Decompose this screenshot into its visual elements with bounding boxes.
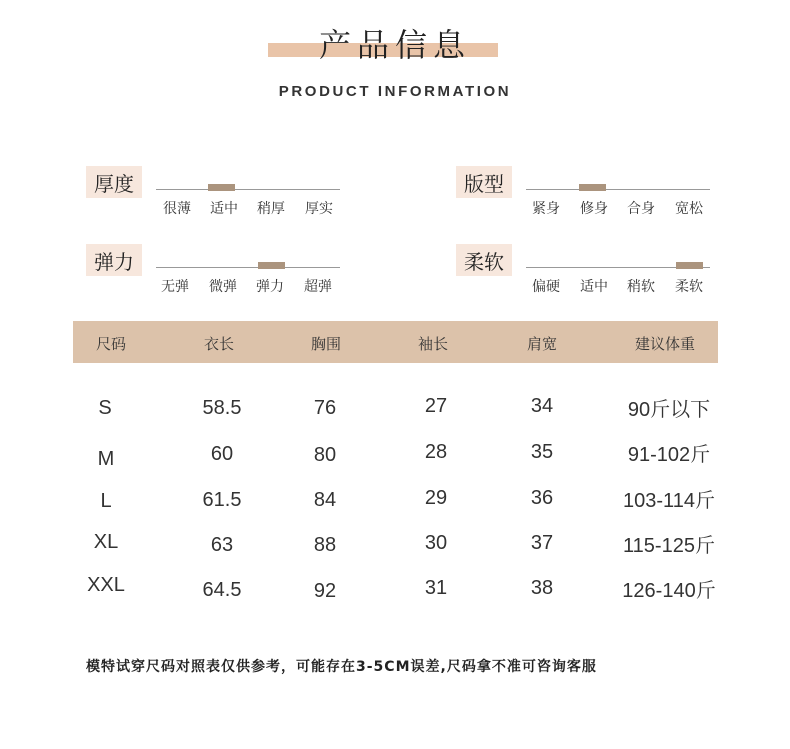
size-disclaimer: 模特试穿尺码对照表仅供参考，可能存在3-5CM误差,尺码拿不准可咨询客服 [86, 659, 597, 675]
table-cell: M [97, 448, 115, 470]
attr-option: 宽松 [675, 201, 703, 217]
table-cell: 28 [424, 441, 448, 463]
table-header-cell: 尺码 [95, 335, 126, 353]
table-cell: S [98, 397, 112, 419]
table-cell: 29 [424, 487, 448, 509]
table-cell: 31 [424, 577, 448, 599]
table-cell: 38 [530, 577, 554, 599]
table-header-cell: 袖长 [417, 335, 448, 353]
attr-option: 紧身 [532, 201, 560, 217]
table-cell: 27 [424, 395, 448, 417]
table-cell: 91-102斤 [627, 444, 711, 466]
table-header-cell: 胸围 [310, 335, 341, 353]
attr-option: 稍厚 [257, 201, 285, 217]
table-cell: 76 [313, 397, 337, 419]
table-cell: 37 [530, 532, 554, 554]
attr-option: 修身 [580, 201, 608, 217]
attr-selected-marker [579, 184, 606, 191]
attr-option: 超弹 [304, 279, 332, 295]
attr-label: 弹力 [86, 244, 142, 276]
table-cell: 88 [313, 534, 337, 556]
attr-option: 弹力 [256, 279, 284, 295]
table-cell: 90斤以下 [627, 399, 711, 421]
attr-label: 柔软 [456, 244, 512, 276]
attr-option: 厚实 [305, 201, 333, 217]
table-cell: 36 [530, 487, 554, 509]
table-cell: 35 [530, 441, 554, 463]
table-header-cell: 建议体重 [634, 335, 695, 353]
table-cell: 92 [313, 580, 337, 602]
attr-label: 厚度 [86, 166, 142, 198]
attr-option: 适中 [210, 201, 238, 217]
attr-label: 版型 [456, 166, 512, 198]
table-cell: XL [93, 531, 119, 553]
attr-option: 微弹 [209, 279, 237, 295]
attr-scale-line [526, 189, 710, 190]
table-cell: 63 [210, 534, 234, 556]
table-cell: L [100, 490, 112, 512]
table-cell: 64.5 [202, 579, 242, 601]
table-cell: 126-140斤 [622, 580, 716, 602]
table-header-cell: 衣长 [203, 335, 234, 353]
table-cell: 84 [313, 489, 337, 511]
table-cell: 61.5 [202, 489, 242, 511]
attr-selected-marker [676, 262, 703, 269]
attr-option: 适中 [580, 279, 608, 295]
table-cell: XXL [87, 574, 125, 596]
table-cell: 80 [313, 444, 337, 466]
table-cell: 30 [424, 532, 448, 554]
table-header-cell: 肩宽 [526, 335, 557, 353]
attr-selected-marker [208, 184, 235, 191]
table-cell: 115-125斤 [623, 535, 715, 557]
attr-scale-line [156, 189, 340, 190]
attr-option: 偏硬 [532, 279, 560, 295]
table-cell: 60 [210, 443, 234, 465]
attr-option: 稍软 [627, 279, 655, 295]
attr-selected-marker [258, 262, 285, 269]
attr-option: 无弹 [161, 279, 189, 295]
attr-option: 柔软 [675, 279, 703, 295]
table-cell: 103-114斤 [623, 490, 715, 512]
table-cell: 58.5 [202, 397, 242, 419]
attr-option: 很薄 [163, 201, 191, 217]
attr-option: 合身 [627, 201, 655, 217]
attr-scale-line [156, 267, 340, 268]
page-title: 产品信息 [318, 26, 471, 64]
table-cell: 34 [530, 395, 554, 417]
page-subtitle: PRODUCT INFORMATION [278, 83, 512, 100]
